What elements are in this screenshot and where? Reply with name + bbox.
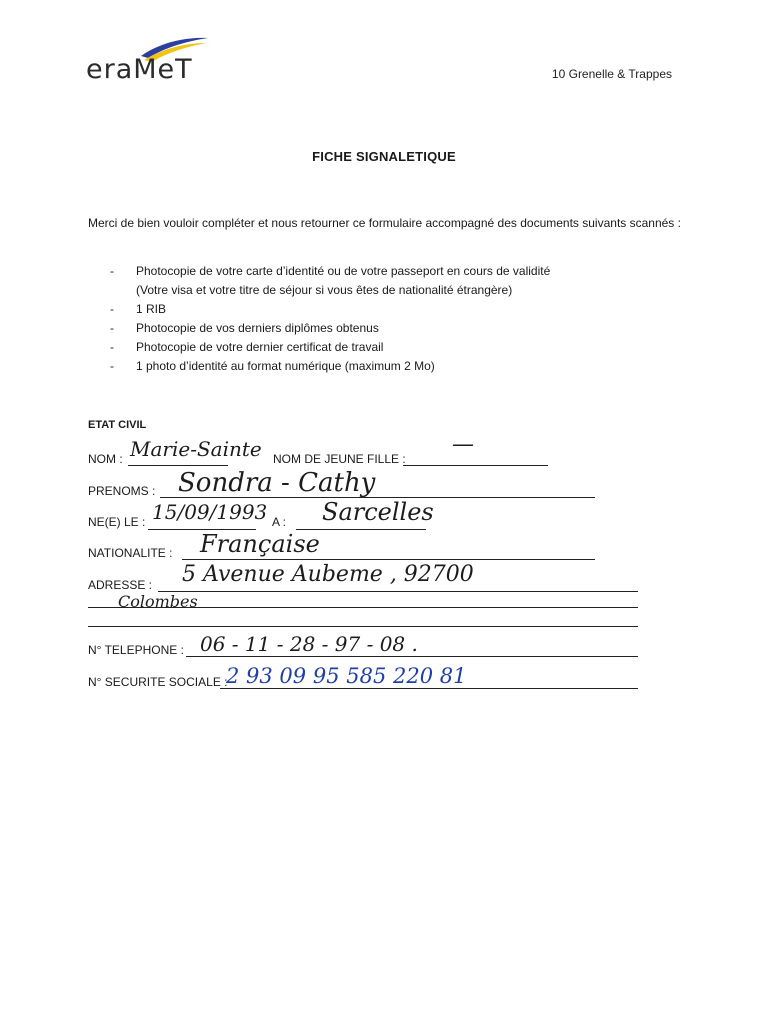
telephone-value[interactable]: 06 - 11 - 28 - 97 - 08 . [200,632,418,656]
nom-line [128,465,228,466]
adresse-value-line2[interactable]: Colombes [118,592,198,611]
nationalite-line [182,559,595,560]
telephone-label: N° TELEPHONE : [88,643,184,657]
adresse-line-3 [88,626,638,627]
ne-le-label: NE(E) LE : [88,515,146,529]
nom-value[interactable]: Marie-Sainte [130,437,262,461]
list-dash: - [110,264,114,278]
list-item-subtext: (Votre visa et votre titre de séjour si vous êtes de nationalité étrangère) [136,283,513,297]
list-dash: - [110,321,114,335]
prenoms-value[interactable]: Sondra - Cathy [178,468,376,498]
list-item-text: Photocopie de votre carte d’identité ou de votre passeport en cours de validité [136,264,551,278]
list-item-text: 1 photo d’identité au format numérique (maximum 2 Mo) [136,359,435,373]
intro-text: Merci de bien vouloir compléter et nous retourner ce formulaire accompagné des documents suivants scannés : [88,216,681,230]
section-etat-civil: ETAT CIVIL [88,419,147,431]
securite-sociale-line [220,688,638,689]
list-item-text: Photocopie de votre dernier certificat de travail [136,340,384,354]
documents-list [110,262,700,376]
nom-jeune-fille-value[interactable]: — [452,432,474,457]
list-item [110,319,700,338]
telephone-line [186,656,638,657]
form-title: FICHE SIGNALETIQUE [312,149,456,164]
list-item [110,338,700,357]
logo-text: eraMeT [86,54,193,85]
nom-jeune-fille-label: NOM DE JEUNE FILLE : [273,452,406,466]
list-item [110,357,700,376]
adresse-label: ADRESSE : [88,578,153,592]
list-item-text: Photocopie de vos derniers diplômes obtenus [136,321,379,335]
nationalite-value[interactable]: Française [200,530,320,558]
lieu-naissance-label: A : [272,515,287,529]
securite-sociale-value[interactable]: 2 93 09 95 585 220 81 [226,664,467,688]
nom-jeune-fille-line [403,465,548,466]
adresse-value[interactable]: 5 Avenue Aubeme , 92700 [182,562,474,587]
adresse-line-1 [158,591,638,592]
nom-label: NOM : [88,452,123,466]
list-item-text: 1 RIB [136,302,167,316]
lieu-naissance-value[interactable]: Sarcelles [322,498,434,526]
site-label: 10 Grenelle & Trappes [551,67,672,81]
list-dash: - [110,359,114,373]
prenoms-label: PRENOMS : [88,484,156,498]
eramet-logo [86,34,216,84]
list-dash: - [110,302,114,316]
securite-sociale-label: N° SECURITE SOCIALE : [88,675,228,689]
list-item [110,300,700,319]
adresse-line-2 [88,607,638,608]
ne-le-value[interactable]: 15/09/1993 [152,500,268,524]
list-dash: - [110,340,114,354]
list-item [110,262,700,300]
nationalite-label: NATIONALITE : [88,546,173,560]
